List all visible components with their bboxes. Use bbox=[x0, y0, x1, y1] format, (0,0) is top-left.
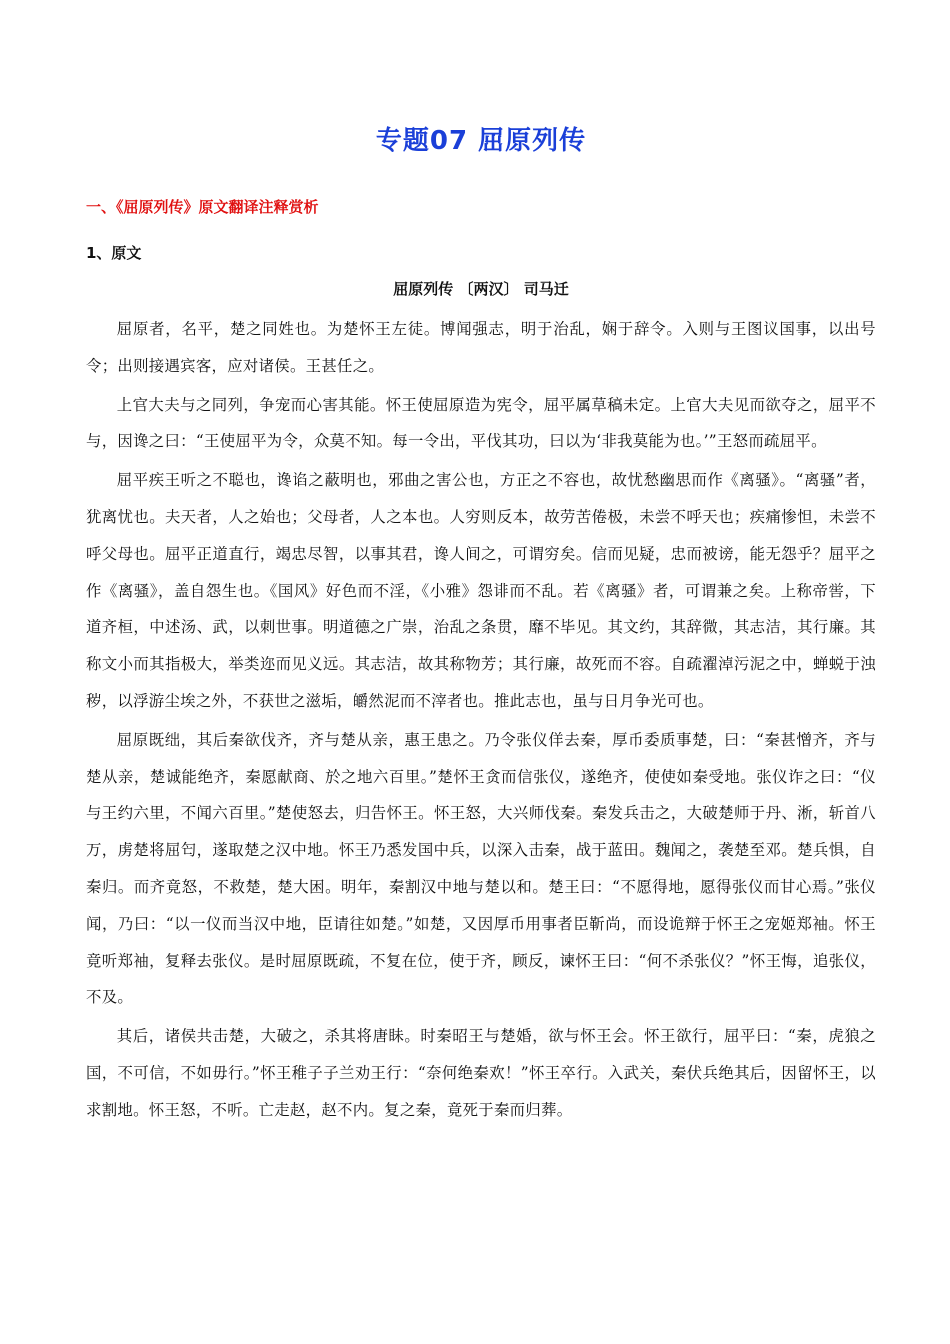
paragraph-4: 屈原既绌，其后秦欲伐齐，齐与楚从亲，惠王患之。乃令张仪佯去秦，厚币委质事楚，曰：“秦甚憎齐，齐与楚从亲，楚诚能绝齐，秦愿献商、於之地六百里。”楚怀王贪而信张仪，遂绝齐，使使如秦受地。张仪诈之曰：“仪与王约六里，不闻六百里。”楚使怒去，归告怀王。怀王怒，大兴师伐秦。秦发兵击之，大破楚师于丹、淅，斩首八万，虏楚将屈匄，遂取楚之汉中地。怀王乃悉发国中兵，以深入击秦，战于蓝田。魏闻之，袭楚至邓。楚兵惧，自秦归。而齐竟怒，不救楚，楚大困。明年，秦割汉中地与楚以和。楚王曰：“不愿得地，愿得张仪而甘心焉。”张仪闻，乃曰：“以一仪而当汉中地，臣请往如楚。”如楚，又因厚币用事者臣靳尚，而设诡辩于怀王之宠姬郑袖。怀王竟听郑袖，复释去张仪。是时屈原既疏，不复在位，使于齐，顾反，谏怀王曰：“何不杀张仪？”怀王悔，追张仪，不及。 bbox=[86, 730, 876, 1007]
page-title: 专题07 屈原列传 bbox=[375, 126, 587, 156]
original-text-body bbox=[86, 311, 876, 1131]
paragraph-2: 上官大夫与之同列，争宠而心害其能。怀王使屈原造为宪令，屈平属草稿未定。上官大夫见而欲夺之，屈平不与，因谗之曰：“王使屈平为令，众莫不知。每一令出，平伐其功，曰以为‘非我莫能为也。’”王怒而疏屈平。 bbox=[86, 395, 876, 451]
section-heading: 一、《屈原列传》原文翻译注释赏析 bbox=[86, 198, 319, 216]
paragraph-1: 屈原者，名平，楚之同姓也。为楚怀王左徒。博闻强志，明于治乱，娴于辞令。入则与王图议国事，以出号令；出则接遇宾客，应对诸侯。王甚任之。 bbox=[86, 320, 876, 375]
text-title-author: 屈原列传 〔两汉〕 司马迁 bbox=[393, 280, 569, 298]
sub-heading-original-text: 1、原文 bbox=[86, 244, 142, 262]
paragraph-3: 屈平疾王听之不聪也，谗谄之蔽明也，邪曲之害公也，方正之不容也，故忧愁幽思而作《离骚》。“离骚”者，犹离忧也。夫天者，人之始也；父母者，人之本也。人穷则反本，故劳苦倦极，未尝不呼天也；疾痛惨怛，未尝不呼父母也。屈平正道直行，竭忠尽智，以事其君，谗人间之，可谓穷矣。信而见疑，忠而被谤，能无怨乎？屈平之作《离骚》，盖自怨生也。《国风》好色而不淫，《小雅》怨诽而不乱。若《离骚》者，可谓兼之矣。上称帝喾，下道齐桓，中述汤、武，以刺世事。明道德之广崇，治乱之条贯，靡不毕见。其文约，其辞微，其志洁，其行廉。其称文小而其指极大，举类迩而见义远。其志洁，故其称物芳；其行廉，故死而不容。自疏濯淖污泥之中，蝉蜕于浊秽，以浮游尘埃之外，不获世之滋垢，皭然泥而不滓者也。推此志也，虽与日月争光可也。 bbox=[86, 471, 876, 710]
paragraph-5: 其后，诸侯共击楚，大破之，杀其将唐眛。时秦昭王与楚婚，欲与怀王会。怀王欲行，屈平曰：“秦，虎狼之国，不可信，不如毋行。”怀王稚子子兰劝王行：“奈何绝秦欢！”怀王卒行。入武关，秦伏兵绝其后，因留怀王，以求割地。怀王怒，不听。亡走赵，赵不内。复之秦，竟死于秦而归葬。 bbox=[86, 1027, 876, 1119]
